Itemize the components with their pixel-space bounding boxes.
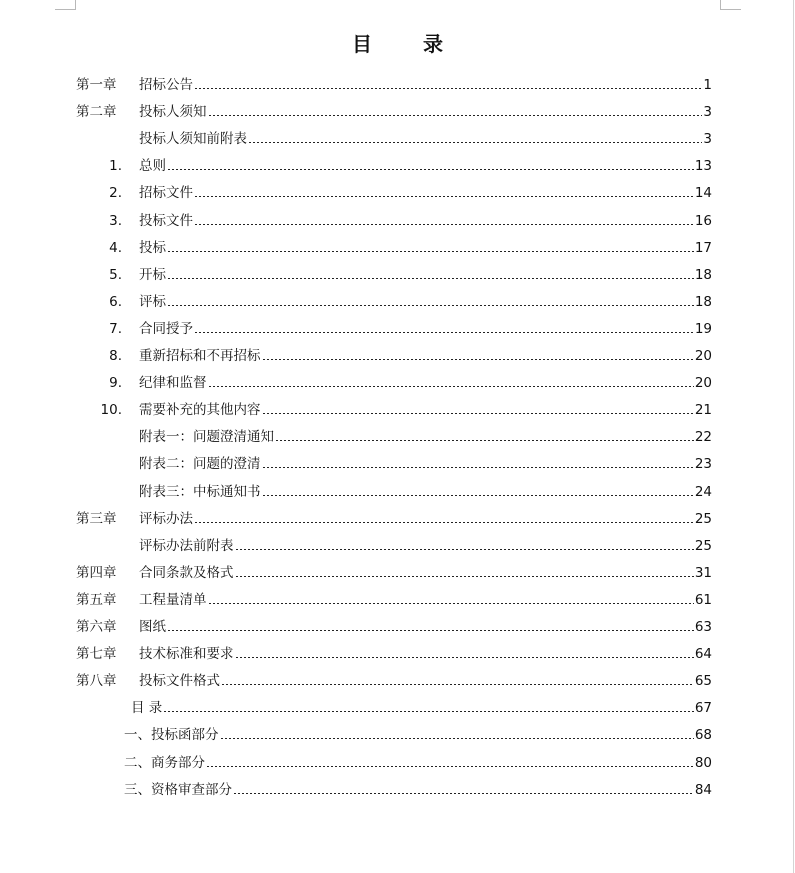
toc-row: [0, 262, 795, 289]
toc-entry-link[interactable]: [139, 668, 712, 695]
toc-page-number: 14: [694, 185, 712, 202]
toc-prefix: 第八章: [76, 673, 117, 690]
page-corner-mark-right: [720, 0, 741, 10]
dot-leader: [194, 522, 694, 523]
toc-entry-label: 招标公告: [139, 77, 193, 93]
toc-entry-label: 三、资格审查部分: [124, 781, 232, 798]
toc-entry-link[interactable]: [139, 316, 712, 343]
toc-entry-link[interactable]: [131, 695, 712, 722]
toc-row: [0, 560, 795, 587]
toc-row: [0, 722, 795, 749]
toc-entry-label: 一、投标函部分: [124, 727, 219, 744]
toc-entry-link[interactable]: [139, 289, 712, 316]
dot-leader: [235, 549, 694, 550]
toc-entry-link[interactable]: [139, 370, 712, 397]
toc-entry-label: 需要补充的其他内容: [139, 402, 261, 419]
toc-row: [0, 750, 795, 777]
toc-page-number: 3: [703, 131, 712, 148]
toc-prefix: 第七章: [76, 646, 117, 663]
toc-page-number: 63: [694, 619, 712, 635]
toc-entry-link[interactable]: [139, 72, 712, 99]
dot-leader: [194, 332, 694, 333]
toc-page-number: 25: [694, 510, 712, 527]
toc-entry-label: 评标办法前附表: [139, 537, 234, 554]
toc-prefix: 10.: [100, 402, 122, 419]
toc-page-number: 25: [694, 537, 712, 554]
toc-entry-label: 投标人须知: [139, 104, 207, 121]
toc-entry-label: 图纸: [139, 619, 166, 635]
toc-page-number: 17: [694, 239, 712, 256]
toc-page-number: 80: [694, 754, 712, 771]
toc-row: [0, 316, 795, 343]
toc-entry-link[interactable]: [139, 99, 712, 126]
toc-page-number: 84: [694, 781, 712, 798]
toc-row: [0, 668, 795, 695]
toc-entry-label: 合同条款及格式: [139, 564, 234, 581]
toc-page-number: 18: [694, 266, 712, 283]
toc-row: [0, 370, 795, 397]
toc-entry-link[interactable]: [139, 587, 712, 614]
toc-page-number: 68: [694, 727, 712, 744]
toc-entry-link[interactable]: [139, 424, 712, 451]
toc-entry-label: 合同授予: [139, 320, 193, 337]
toc-entry-label: 开标: [139, 266, 166, 283]
toc-page-number: 31: [694, 564, 712, 581]
toc-prefix: 3.: [109, 212, 122, 229]
toc-page-number: 24: [694, 483, 712, 500]
dot-leader: [167, 305, 694, 306]
toc-row: [0, 777, 795, 804]
toc-page-number: 67: [694, 700, 712, 717]
toc-row: [0, 180, 795, 207]
toc-row: [0, 126, 795, 153]
toc-entry-link[interactable]: [139, 641, 712, 668]
dot-leader: [233, 793, 694, 794]
toc-row: [0, 587, 795, 614]
toc-prefix: 9.: [109, 375, 122, 392]
toc-row: [0, 641, 795, 668]
dot-leader: [167, 251, 694, 252]
dot-leader: [262, 413, 694, 414]
dot-leader: [206, 766, 694, 767]
dot-leader: [221, 684, 694, 685]
toc-title: 目 录: [352, 32, 465, 56]
toc-prefix: 6.: [109, 293, 122, 310]
toc-entry-link[interactable]: [139, 126, 712, 153]
toc-page-number: 3: [703, 104, 712, 121]
dot-leader: [235, 657, 694, 658]
toc-prefix: 1.: [109, 158, 122, 175]
toc-entry-link[interactable]: [139, 262, 712, 289]
toc-entry-link[interactable]: [124, 777, 712, 804]
toc-entry-label: 附表三：中标通知书: [139, 483, 261, 500]
toc-row: [0, 479, 795, 506]
toc-entry-label: 目 录: [131, 700, 163, 717]
toc-row: [0, 72, 795, 99]
toc-entry-label: 附表一：问题澄清通知: [139, 429, 274, 446]
dot-leader: [167, 169, 694, 170]
dot-leader: [167, 278, 694, 279]
toc-row: [0, 533, 795, 560]
toc-entry-label: 二、商务部分: [124, 754, 205, 771]
toc-entry-label: 技术标准和要求: [139, 646, 234, 663]
toc-entry-label: 工程量清单: [139, 591, 207, 608]
toc-page-number: 16: [694, 212, 712, 229]
toc-page-number: 18: [694, 293, 712, 310]
toc-entry-link[interactable]: [139, 451, 712, 478]
toc-entry-link[interactable]: [139, 180, 712, 207]
dot-leader: [208, 115, 703, 116]
toc-entry-link[interactable]: [139, 343, 712, 370]
toc-entry-label: 投标文件: [139, 212, 193, 229]
toc-page-number: 20: [694, 375, 712, 392]
toc-entry-label: 重新招标和不再招标: [139, 348, 261, 364]
dot-leader: [208, 603, 694, 604]
toc-prefix: 第五章: [76, 591, 117, 608]
toc-page-number: 19: [694, 320, 712, 337]
dot-leader: [220, 738, 694, 739]
toc-prefix: 第四章: [76, 564, 117, 581]
toc-prefix: 第六章: [76, 619, 117, 635]
toc-page-number: 21: [694, 402, 712, 419]
toc-row: [0, 506, 795, 533]
toc-page-number: 64: [694, 646, 712, 663]
toc-row: [0, 153, 795, 180]
toc-entry-link[interactable]: [139, 479, 712, 506]
toc-row: [0, 208, 795, 235]
toc-entry-link[interactable]: [139, 397, 712, 424]
toc-row: [0, 451, 795, 478]
toc-entry-link[interactable]: [124, 750, 712, 777]
toc-row: [0, 695, 795, 722]
dot-leader: [275, 440, 694, 441]
toc-prefix: 2.: [109, 185, 122, 202]
toc-prefix: 8.: [109, 348, 122, 364]
dot-leader: [163, 711, 694, 712]
toc-entry-link[interactable]: [139, 560, 712, 587]
dot-leader: [262, 359, 694, 360]
toc-page-number: 65: [694, 673, 712, 690]
page-corner-mark-left: [55, 0, 76, 10]
toc-prefix: 第三章: [76, 510, 117, 527]
toc-page-number: 61: [694, 591, 712, 608]
toc-prefix: 第二章: [76, 104, 117, 121]
toc-row: [0, 99, 795, 126]
toc-entry-link[interactable]: [139, 614, 712, 641]
toc-entry-label: 投标人须知前附表: [139, 131, 247, 148]
toc-entry-link[interactable]: [139, 506, 712, 533]
dot-leader: [194, 88, 702, 89]
toc-row: [0, 289, 795, 316]
toc-entry-label: 总则: [139, 158, 166, 175]
toc-entry-label: 投标文件格式: [139, 673, 220, 690]
toc-page-number: 1: [703, 77, 712, 93]
toc-prefix: 4.: [109, 239, 122, 256]
toc-row: [0, 235, 795, 262]
toc-entry-link[interactable]: [139, 153, 712, 180]
toc-page-number: 23: [694, 456, 712, 473]
dot-leader: [248, 142, 702, 143]
dot-leader: [235, 576, 694, 577]
toc-page-number: 13: [694, 158, 712, 175]
dot-leader: [262, 467, 694, 468]
toc-entry-link[interactable]: [139, 235, 712, 262]
toc-prefix: 第一章: [76, 77, 117, 93]
toc-entry-label: 招标文件: [139, 185, 193, 202]
toc-prefix: 5.: [109, 266, 122, 283]
toc-entry-label: 投标: [139, 239, 166, 256]
dot-leader: [194, 224, 694, 225]
toc-entry-link[interactable]: [124, 722, 712, 749]
toc-page-number: 22: [694, 429, 712, 446]
dot-leader: [208, 386, 694, 387]
toc-entry-label: 评标办法: [139, 510, 193, 527]
toc-row: [0, 424, 795, 451]
toc-entry-link[interactable]: [139, 533, 712, 560]
toc-entry-link[interactable]: [139, 208, 712, 235]
toc-row: [0, 614, 795, 641]
toc-row: [0, 397, 795, 424]
toc-row: [0, 343, 795, 370]
dot-leader: [262, 495, 694, 496]
toc-entry-label: 评标: [139, 293, 166, 310]
toc-page-number: 20: [694, 348, 712, 364]
toc-entry-label: 纪律和监督: [139, 375, 207, 392]
dot-leader: [194, 196, 694, 197]
toc-prefix: 7.: [109, 320, 122, 337]
dot-leader: [167, 630, 694, 631]
toc-entry-label: 附表二：问题的澄清: [139, 456, 261, 473]
